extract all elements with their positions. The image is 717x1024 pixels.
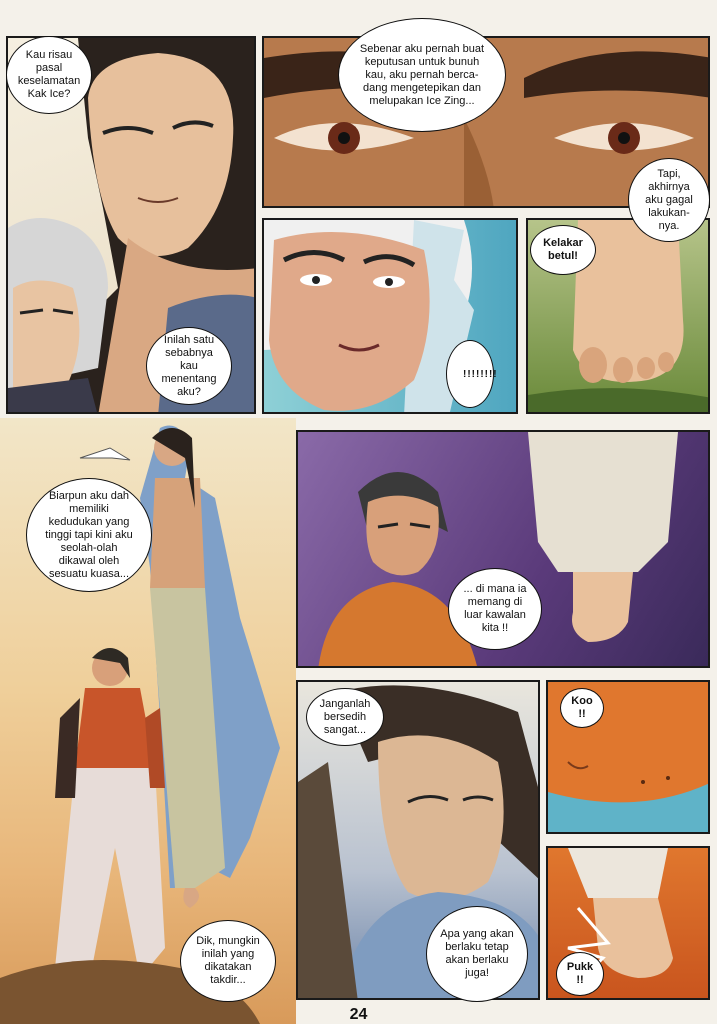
speech-text: Apa yang akan berlaku tetap akan berlaku juga! <box>440 928 514 979</box>
speech-text: Tapi, akhirnya aku gagal lakukan-nya. <box>645 167 693 232</box>
speech-text: Pukk !! <box>566 961 594 986</box>
speech-text: Sebenar aku pernah buat keputusan untuk bunuh kau, aku pernah berca-dang mengetepikan dan melupakan Ice Zing... <box>359 42 485 107</box>
speech-bubble-di-mana <box>448 568 542 650</box>
speech-text: Kau risau pasal keselamatan Kak Ice? <box>17 49 81 100</box>
speech-bubble-pukk <box>556 952 604 996</box>
speech-text: Biarpun aku dah memiliki kedudukan yang tinggi tapi kini aku seolah-olah dikawal oleh sesuatu kuasa... <box>45 489 133 580</box>
speech-text: Inilah satu sebabnya kau menentang aku? <box>161 333 217 398</box>
speech-text: !!!!!!!! <box>463 368 498 380</box>
speech-bubble-apa <box>426 906 528 1002</box>
speech-text: Dik, mungkin inilah yang dikatakan takdir... <box>196 935 260 986</box>
speech-bubble-kelakar <box>530 225 596 275</box>
speech-text: ... di mana ia memang di luar kawalan kita !! <box>463 583 527 634</box>
speech-bubble-biarpun <box>26 478 152 592</box>
speech-bubble-tapi <box>628 158 710 242</box>
speech-bubble-janganlah <box>306 688 384 746</box>
speech-bubble-exclaim <box>446 340 498 408</box>
speech-bubble-inilah-satu <box>146 327 232 405</box>
speech-bubble-kau-risau <box>6 36 92 114</box>
speech-text: Koo !! <box>571 695 593 720</box>
speech-bubble-dik <box>180 920 276 1002</box>
speech-text: Janganlah bersedih sangat... <box>319 697 371 736</box>
page-number: 24 <box>349 1006 368 1023</box>
speech-bubble-koo <box>560 688 604 728</box>
speech-bubble-sebenar <box>338 18 506 132</box>
speech-text: Kelakar betul! <box>543 237 583 262</box>
